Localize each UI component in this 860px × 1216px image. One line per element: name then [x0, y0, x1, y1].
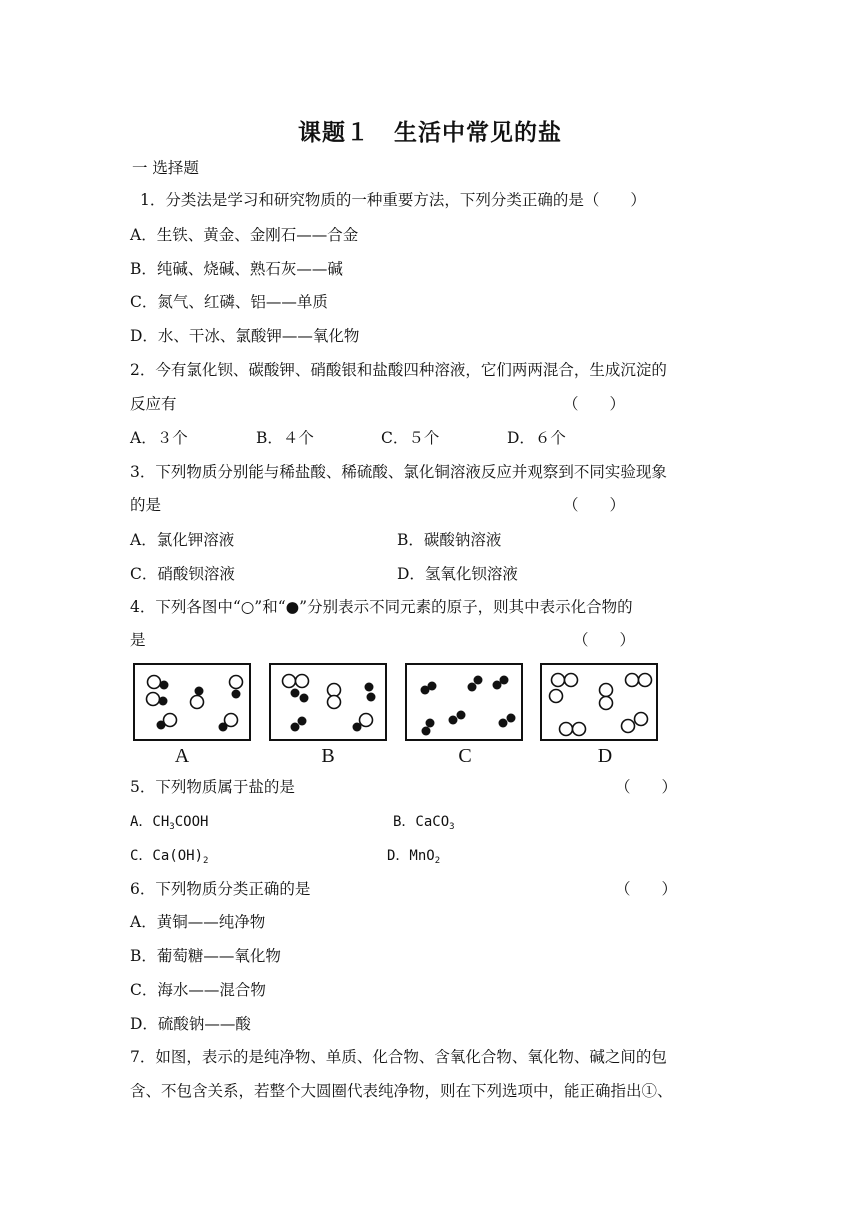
figure-a-molecules	[135, 665, 253, 743]
q6-option-a: A．黄铜——纯净物	[130, 913, 266, 931]
figure-b-label: B	[321, 745, 335, 767]
q3-option-d: D．氢氧化钡溶液	[397, 565, 518, 583]
q6-option-d: D．硫酸钠——酸	[130, 1015, 251, 1033]
q3-stem-line2: 的是	[130, 496, 162, 514]
figure-c-box	[405, 663, 523, 741]
q3-option-c: C．硝酸钡溶液	[130, 565, 235, 583]
q1-stem: 1．分类法是学习和研究物质的一种重要方法，下列分类正确的是（ ）	[140, 191, 646, 209]
q3-option-b: B．碳酸钠溶液	[397, 531, 502, 549]
q2-option-c: C．５个	[381, 429, 440, 447]
q2-option-a: A．３个	[130, 429, 188, 447]
figure-b-box	[269, 663, 387, 741]
figure-d-box	[540, 663, 658, 741]
q5-stem: 5．下列物质属于盐的是	[130, 778, 295, 796]
q4-stem-line1: 4．下列各图中“○”和“●”分别表示不同元素的原子，则其中表示化合物的	[130, 598, 633, 616]
q1-option-d: D．水、干冰、氯酸钾——氧化物	[130, 327, 360, 345]
q5-option-a: A．$CH_3COOH$	[130, 814, 209, 832]
q5-option-d: D．MnO$_2$	[387, 848, 441, 866]
figure-d-molecules	[542, 665, 660, 743]
q2-answer-paren: （ ）	[563, 395, 626, 413]
q6-option-b: B．葡萄糖——氧化物	[130, 947, 281, 965]
q5-option-c: C．$Ca(OH)_2$	[130, 848, 209, 866]
q2-option-b: B．４个	[256, 429, 314, 447]
q4-stem-line2: 是	[130, 631, 146, 649]
figure-b-molecules	[271, 665, 389, 743]
figure-c-label: C	[458, 745, 472, 767]
q6-answer-paren: （ ）	[615, 880, 678, 898]
q2-stem-line2: 反应有	[130, 395, 177, 413]
q3-option-a: A．氯化钾溶液	[130, 531, 235, 549]
q7-stem-line2: 含、不包含关系，若整个大圆圈代表纯净物，则在下列选项中，能正确指出①、	[130, 1082, 673, 1100]
figure-a-label: A	[174, 745, 190, 767]
q3-answer-paren: （ ）	[563, 496, 626, 514]
page-title: 课题１ 生活中常见的盐	[298, 120, 562, 146]
q4-answer-paren: （ ）	[573, 631, 636, 649]
figure-a-box	[133, 663, 251, 741]
q7-stem-line1: 7．如图，表示的是纯净物、单质、化合物、含氧化合物、氧化物、碱之间的包	[130, 1048, 667, 1066]
section-heading: 一 选择题	[132, 159, 199, 177]
figure-d-label: D	[597, 745, 613, 767]
q5-answer-paren: （ ）	[615, 778, 678, 796]
q2-stem-line1: 2．今有氯化钡、碳酸钾、硝酸银和盐酸四种溶液，它们两两混合，生成沉淀的	[130, 361, 667, 379]
q1-option-c: C．氮气、红磷、铝——单质	[130, 293, 328, 311]
figure-c-molecules	[407, 665, 525, 743]
q1-option-a: A．生铁、黄金、金刚石——合金	[130, 226, 359, 244]
q6-stem: 6．下列物质分类正确的是	[130, 880, 311, 898]
q6-option-c: C．海水——混合物	[130, 981, 266, 999]
q2-option-d: D．６个	[507, 429, 566, 447]
q3-stem-line1: 3．下列物质分别能与稀盐酸、稀硫酸、氯化铜溶液反应并观察到不同实验现象	[130, 463, 667, 481]
q1-option-b: B．纯碱、烧碱、熟石灰——碱	[130, 260, 343, 278]
q5-option-b: B．CaCO$_3$	[393, 814, 455, 832]
